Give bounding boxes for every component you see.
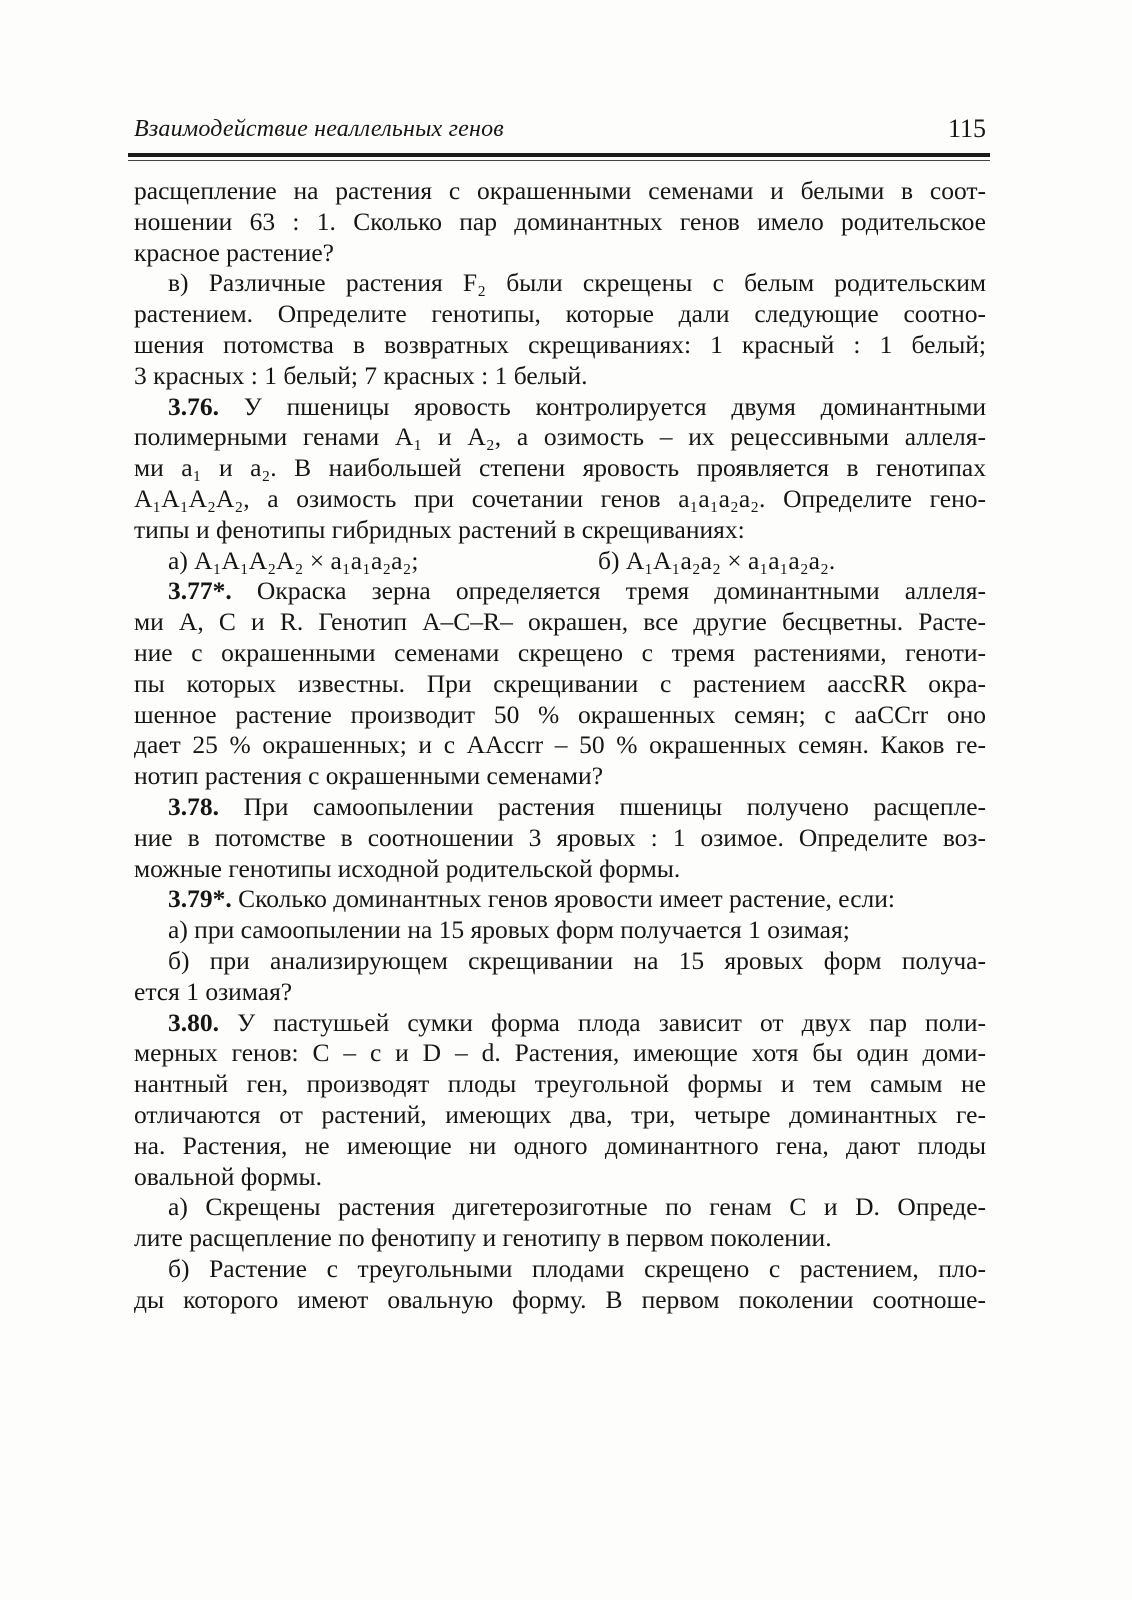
problem-3-78 (134, 792, 986, 823)
text-line: растением. Определите генотипы, которые дали следующие соотно- (134, 299, 986, 329)
text-line: лите расщепление по фенотипу и генотипу в первом поколении. (134, 1223, 832, 1253)
text-line: а) при самоопылении на 15 яровых форм получается 1 озимая; (168, 915, 850, 945)
text-line: шенное растение производит 50 % окрашенных семян; с aaCCrr оно (134, 699, 986, 729)
text-line: красное растение? (134, 237, 334, 267)
text-line: У пастушьей сумки форма плода зависит от двух пар поли- (219, 1007, 986, 1037)
text-line: на. Растения, не имеющие ни одного доминантного гена, дают плоды (134, 1130, 986, 1160)
cross-option-b: б) A₁A₁a₂a₂ × a₁a₁a₂a₂. (598, 545, 836, 575)
text-line: ется 1 озимая? (134, 976, 293, 1006)
text-line: пы которых известны. При скрещивании с растением aaccRR окра- (134, 668, 986, 698)
text-line: в) Различные растения F₂ были скрещены с белым родительским (168, 268, 986, 298)
text-line: б) Растение с треугольными плодами скрещено с растением, пло- (168, 1253, 986, 1283)
problem-3-80 (134, 1008, 986, 1039)
text-line: типы и фенотипы гибридных растений в скрещиваниях: (134, 514, 745, 544)
text-line: Сколько доминантных генов яровости имеет растение, если: (231, 884, 895, 914)
header-rule-thin (128, 160, 990, 161)
body-text (134, 176, 986, 1315)
problem-3-76 (134, 392, 986, 423)
text-line: отличаются от растений, имеющих два, три, четыре доминантных ге- (134, 1099, 986, 1129)
text-line: б) при анализирующем скрещивании на 15 яровых форм получа- (168, 945, 986, 975)
text-line: При самоопылении растения пшеницы получено расщепле- (219, 791, 986, 821)
text-line: 3 красных : 1 белый; 7 красных : 1 белый. (134, 360, 588, 390)
cross-options (134, 546, 986, 577)
text-line: ношении 63 : 1. Сколько пар доминантных генов имело родительское (134, 206, 986, 236)
text-line: нотип растения с окрашенными семенами? (134, 761, 604, 791)
text-line: дает 25 % окрашенных; и с AAccrr – 50 % окрашенных семян. Каков ге- (134, 730, 986, 760)
problem-number: 3.80. (168, 1007, 219, 1037)
running-header (128, 112, 990, 152)
header-title: Взаимодействие неаллельных генов (134, 116, 504, 142)
problem-number: 3.76. (168, 391, 219, 421)
cross-option-a: а) A₁A₁A₂A₂ × a₁a₁a₂a₂; (168, 545, 419, 575)
text-line: ды которого имеют овальную форму. В первом поколении соотноше- (134, 1284, 986, 1314)
text-line: расщепление на растения с окрашенными семенами и белыми в соот- (134, 176, 986, 205)
problem-3-77 (134, 576, 986, 607)
text-line: а) Скрещены растения дигетерозиготные по генам C и D. Опреде- (168, 1192, 986, 1222)
page-number: 115 (947, 114, 986, 143)
text-line: A₁A₁A₂A₂, а озимость при сочетании генов a₁a₁a₂a₂. Определите гено- (134, 483, 986, 513)
problem-number: 3.79*. (168, 884, 232, 914)
problem-number: 3.78. (168, 791, 219, 821)
problem-3-79 (134, 884, 986, 915)
text-line: ние в потомстве в соотношении 3 яровых : 1 озимое. Определите воз- (134, 822, 986, 852)
text-line: полимерными генами A₁ и A₂, а озимость – их рецессивными аллеля- (134, 422, 986, 452)
text-line: ние с окрашенными семенами скрещено с тремя растениями, геноти- (134, 637, 986, 667)
text-line: ми a₁ и a₂. В наибольшей степени яровость проявляется в генотипах (134, 453, 986, 483)
text-line: шения потомства в возвратных скрещиваниях: 1 красный : 1 белый; (134, 329, 986, 359)
problem-number: 3.77*. (168, 576, 232, 606)
text-line: ми A, C и R. Генотип A–C–R– окрашен, все другие бесцветны. Расте- (134, 607, 986, 637)
header-rule-thick (128, 153, 990, 157)
text-line: Окраска зерна определяется тремя доминантными аллеля- (231, 576, 986, 606)
text-line: можные генотипы исходной родительской формы. (134, 853, 681, 883)
text-line: овальной формы. (134, 1161, 323, 1191)
text-line: нантный ген, производят плоды треугольной формы и тем самым не (134, 1069, 986, 1099)
text-line: У пшеницы яровость контролируется двумя доминантными (219, 391, 986, 421)
text-line: мерных генов: C – c и D – d. Растения, имеющие хотя бы один доми- (134, 1038, 986, 1068)
